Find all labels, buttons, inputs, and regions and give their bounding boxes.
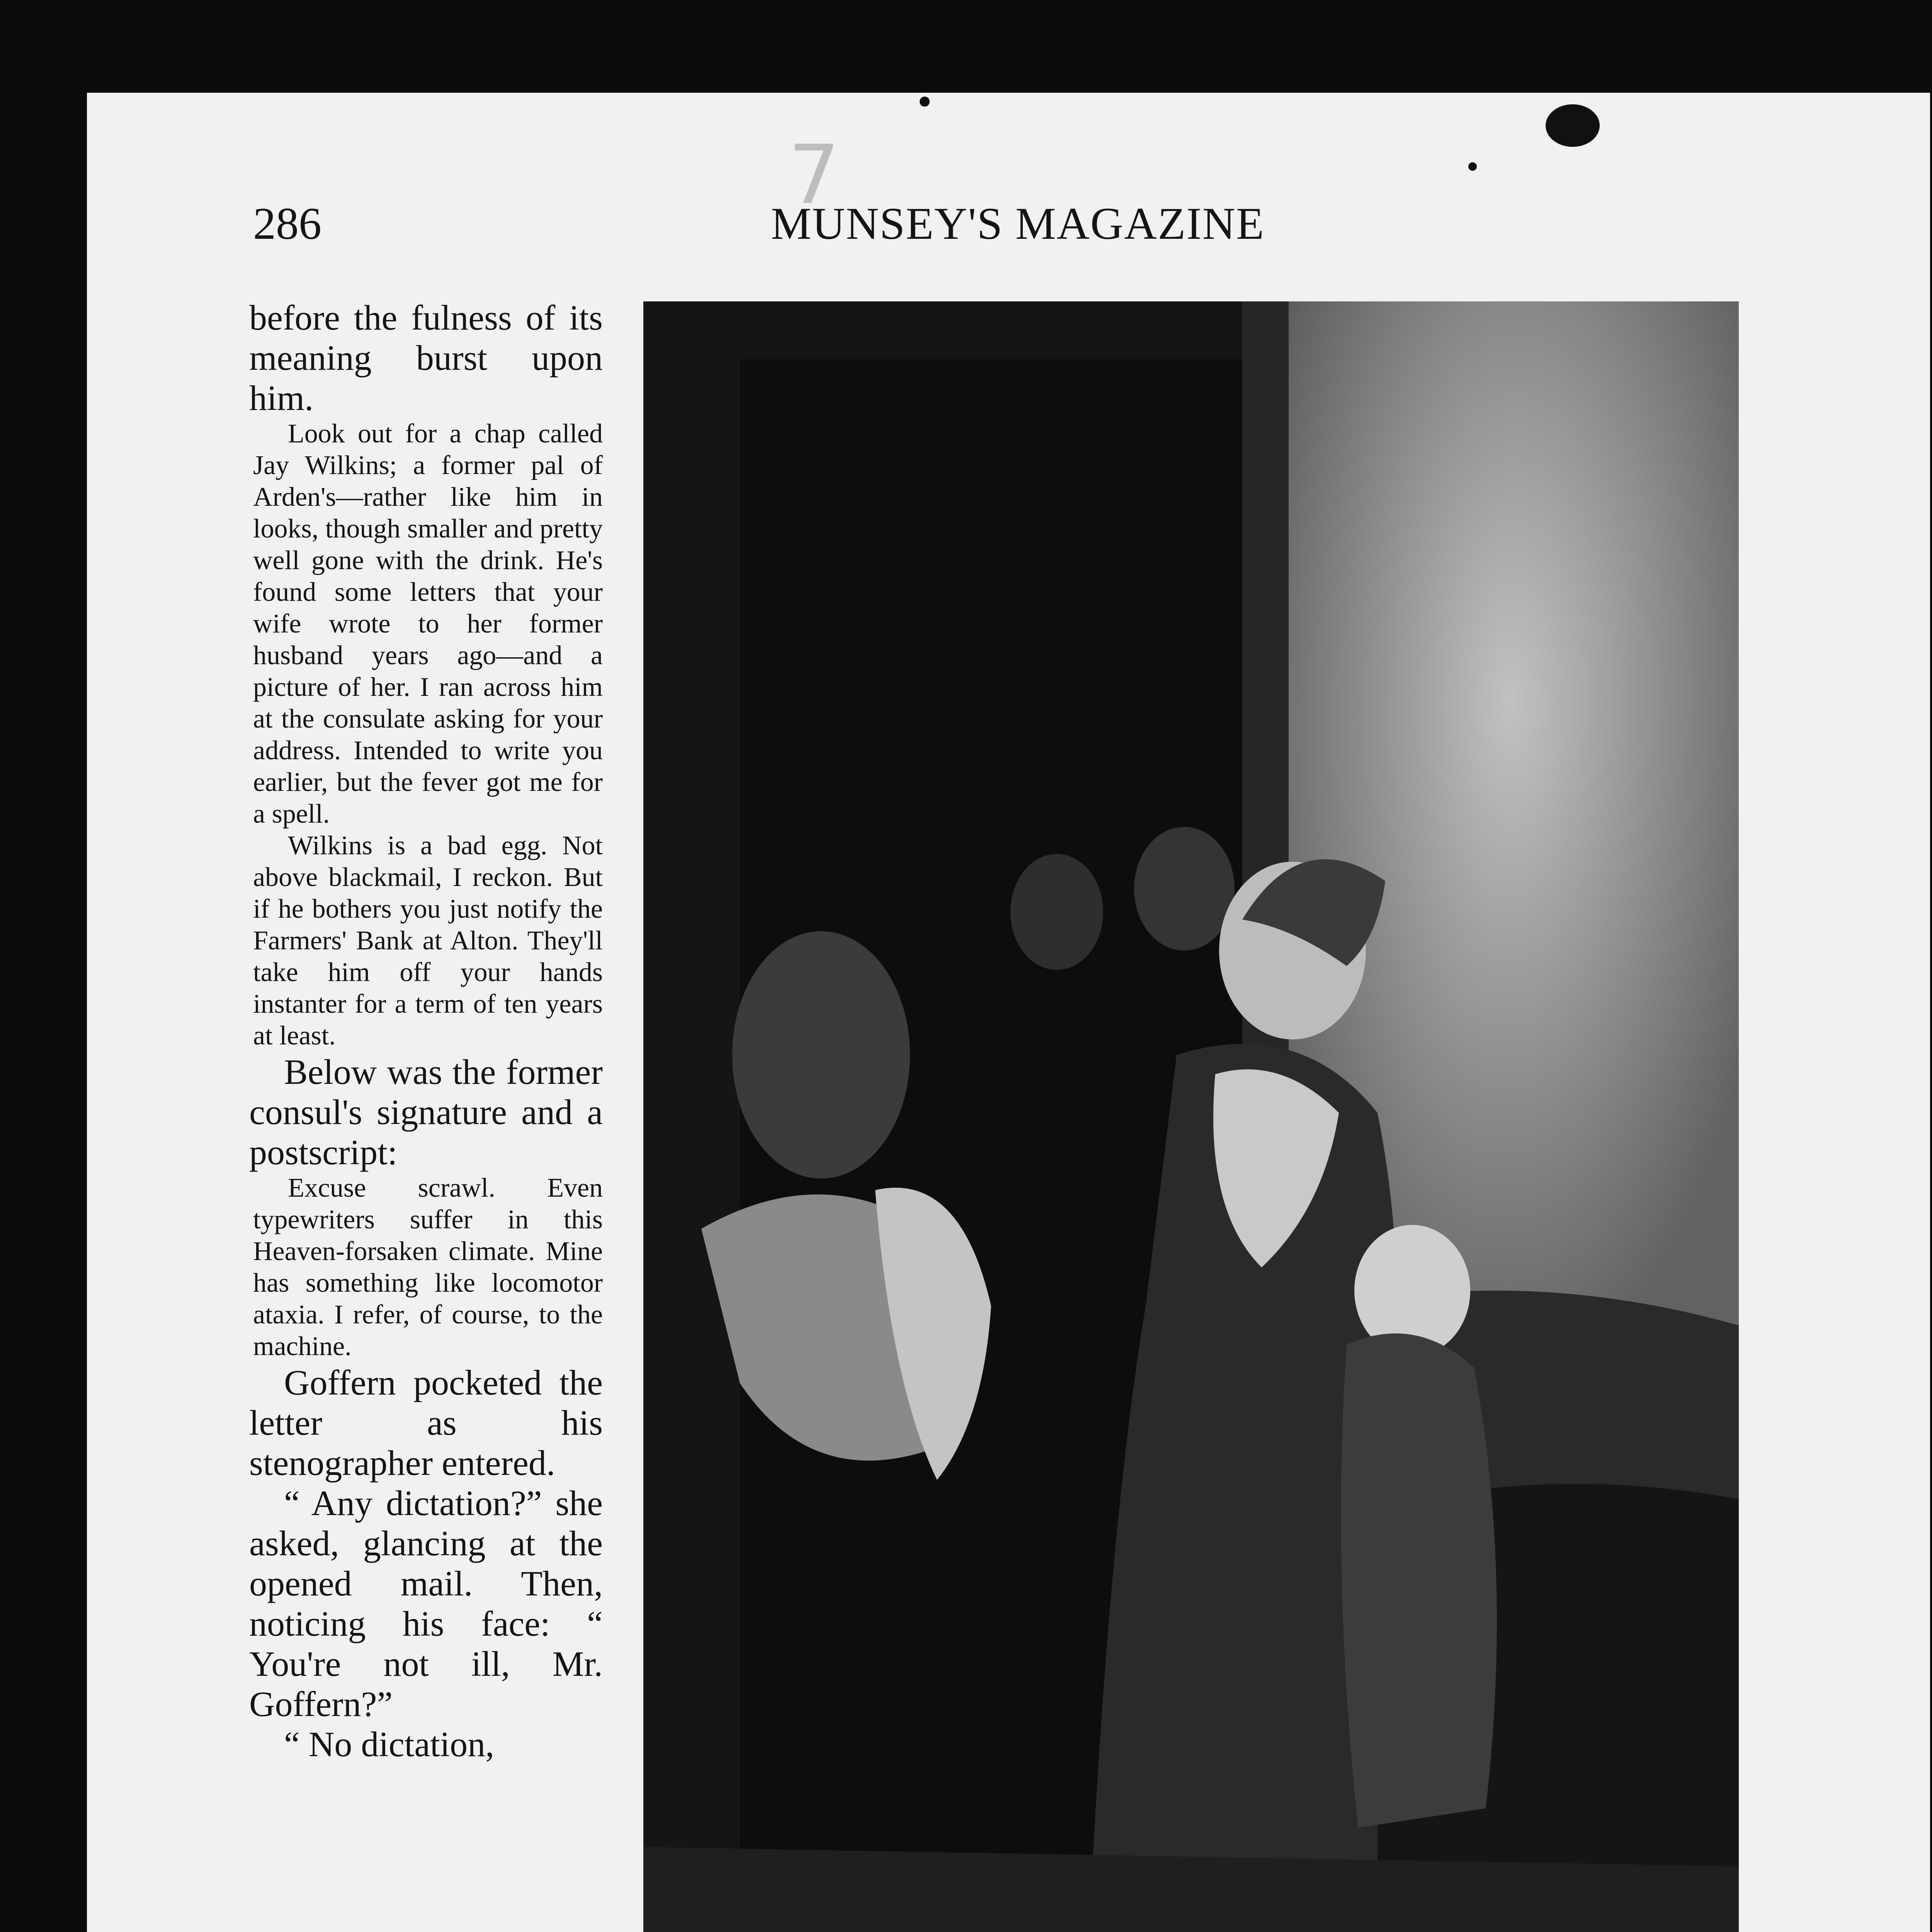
paragraph: “ No dictation, [284,1725,495,1764]
ink-speck [920,97,930,107]
ink-speck [1468,162,1477,171]
paragraph: before the fulness of its meaning burst upon him. [249,298,603,418]
paragraph: Look out for a chap called Jay Wilkins; a former pal of Arden's—rather like him in looks, though smaller and pretty well gone with the drink. He's found some letters that your wife wrote to her former husband years ago—and a picture of her. I ran across him at the consulate asking for your address. Intended to write you earlier, but the fever got me for a spell. [253,419,603,829]
paragraph: Below was the former consul's signature and a postscript: [249,1052,603,1172]
running-title: MUNSEY'S MAGAZINE [771,198,1265,249]
ink-blot [1546,104,1600,147]
left-column [249,298,603,1764]
paragraph: Goffern pocketed the letter as his stenographer entered. [249,1363,603,1483]
paragraph: Wilkins is a bad egg. Not above blackmail, I reckon. But if he bothers you just notify the Farmers' Bank at Alton. They'll take him off your hands instanter for a term of ten years at least. [253,831,603,1051]
paragraph: Excuse scrawl. Even typewriters suffer in this Heaven-forsaken climate. Mine has something like locomotor ataxia. I refer, of course, to the machine. [253,1173,603,1361]
illustration-art [643,301,1739,1932]
gutter-shadow [1930,91,1932,1932]
paragraph: “ Any dictation?” she asked, glancing at the opened mail. Then, noticing his face: “ You're not ill, Mr. Goffern?” [249,1483,603,1724]
illustration [643,301,1739,1932]
page-number: 286 [253,198,321,249]
pencil-mark: 7 [788,128,840,222]
